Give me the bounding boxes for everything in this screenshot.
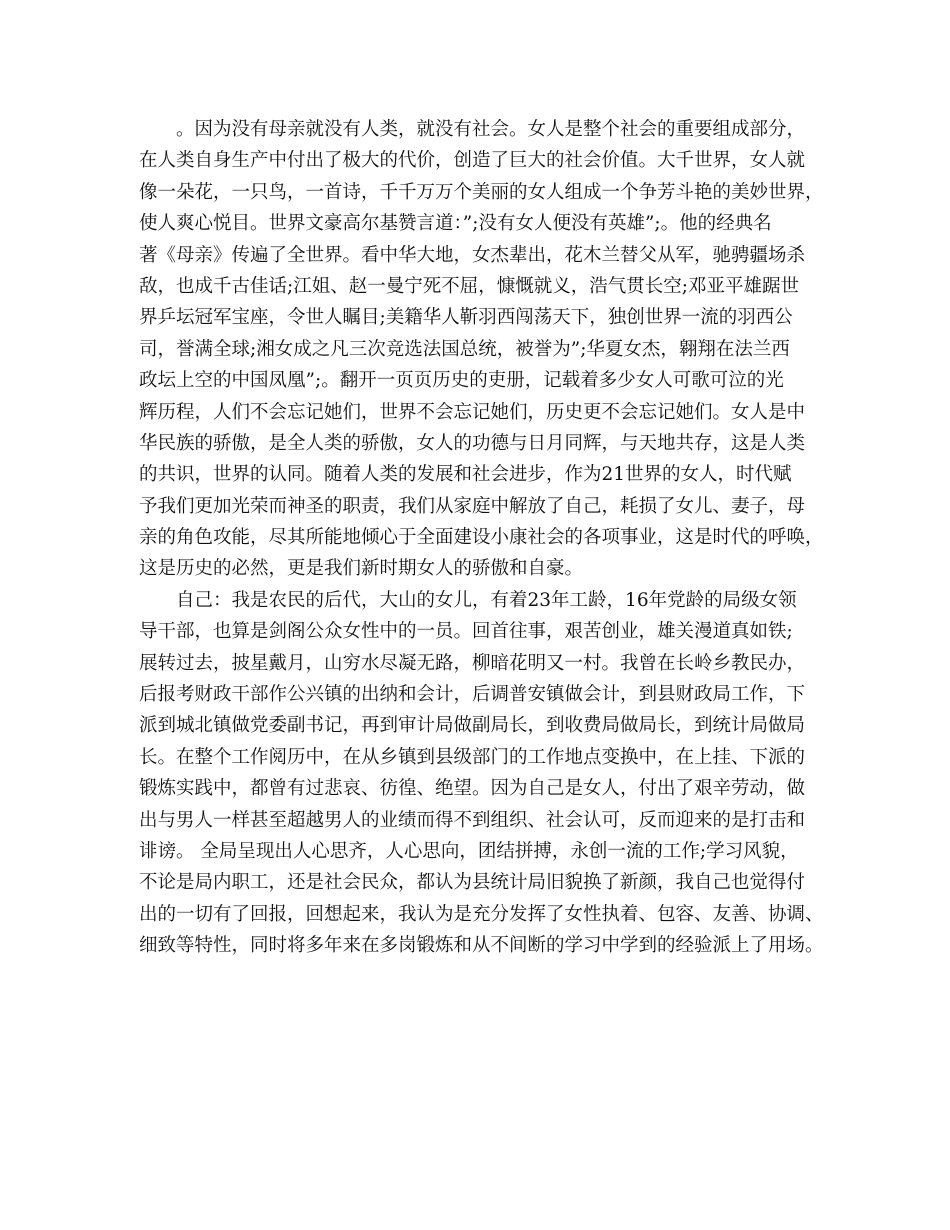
text-line: 展转过去，披星戴月，山穷水尽凝无路，柳暗花明又一村。我曾在长岭乡教民办，: [139, 652, 806, 674]
paragraph-1: [139, 114, 829, 585]
text-line: 辉历程，人们不会忘记她们，世界不会忘记她们，历史更不会忘记她们。女人是中: [139, 401, 806, 423]
text-line: 著《母亲》传遍了全世界。看中华大地，女杰辈出，花木兰替父从军，驰骋疆场杀: [139, 244, 806, 266]
text-line: 亲的角色攻能，尽其所能地倾心于全面建设小康社会的各项事业，这是时代的呼唤，: [139, 527, 824, 549]
text-line: 自己：我是农民的后代，大山的女儿，有着23年工龄，16年党龄的局级女领: [176, 589, 797, 611]
text-line: 出的一切有了回报，回想起来，我认为是充分发挥了女性执着、包容、友善、协调、: [139, 903, 824, 925]
text-line: 敌，也成千古佳话;江姐、赵一曼宁死不屈，慷慨就义，浩气贯长空;邓亚平雄踞世: [139, 275, 799, 297]
text-line: 这是历史的必然，更是我们新时期女人的骄傲和自豪。: [139, 558, 584, 580]
body-text: [139, 114, 829, 962]
text-line: 不论是局内职工，还是社会民众，都认为县统计局旧貌换了新颜，我自己也觉得付: [139, 872, 806, 894]
text-line: 细致等特性，同时将多年来在多岗锻炼和从不间断的学习中学到的经验派上了用场。: [139, 935, 824, 957]
text-line: 在人类自身生产中付出了极大的代价，创造了巨大的社会价值。大千世界，女人就: [139, 150, 806, 172]
text-line: 诽谤。 全局呈现出人心思齐，人心思向，团结拼搏，永创一流的工作;学习风貌，: [139, 840, 799, 862]
text-line: 政坛上空的中国凤凰”;。翻开一页页历史的吏册，记载着多少女人可歌可泣的光: [139, 370, 784, 392]
text-line: 后报考财政干部作公兴镇的出纳和会计，后调普安镇做会计，到县财政局工作，下: [139, 684, 806, 706]
text-line: 予我们更加光荣而神圣的职责，我们从家庭中解放了自己，耗损了女儿、妻子，母: [139, 495, 806, 517]
text-line: 出与男人一样甚至超越男人的业绩而得不到组织、社会认可，反而迎来的是打击和: [139, 809, 806, 831]
text-line: 界乒坛冠军宝座，令世人瞩目;美籍华人靳羽西闯荡天下，独创世界一流的羽西公: [139, 307, 793, 329]
text-line: 派到城北镇做党委副书记，再到审计局做副局长，到收费局做局长，到统计局做局: [139, 715, 806, 737]
text-line: 华民族的骄傲，是全人类的骄傲，女人的功德与日月同辉，与天地共存，这是人类: [139, 432, 806, 454]
text-line: 司，誉满全球;湘女成之凡三次竞选法国总统，被誉为”;华夏女杰，翱翔在法兰西: [139, 338, 790, 360]
paragraph-2: [139, 585, 829, 962]
text-line: 的共识，世界的认同。随着人类的发展和社会进步，作为21世界的女人，时代赋: [139, 464, 792, 486]
text-line: 导干部，也算是剑阁公众女性中的一员。回首往事，艰苦创业，雄关漫道真如铁;: [139, 621, 793, 643]
text-line: 使人爽心悦目。世界文豪高尔基赞言道：”;没有女人便没有英雄”;。他的经典名: [139, 213, 772, 235]
text-line: 长。在整个工作阅历中，在从乡镇到县级部门的工作地点变换中，在上挂、下派的: [139, 746, 806, 768]
text-line: 锻炼实践中，都曾有过悲哀、彷徨、绝望。因为自己是女人，付出了艰辛劳动，做: [139, 778, 806, 800]
text-line: 。因为没有母亲就没有人类，就没有社会。女人是整个社会的重要组成部分，: [176, 119, 806, 140]
text-line: 像一朵花，一只鸟，一首诗，千千万万个美丽的女人组成一个争芳斗艳的美妙世界，: [139, 181, 824, 203]
